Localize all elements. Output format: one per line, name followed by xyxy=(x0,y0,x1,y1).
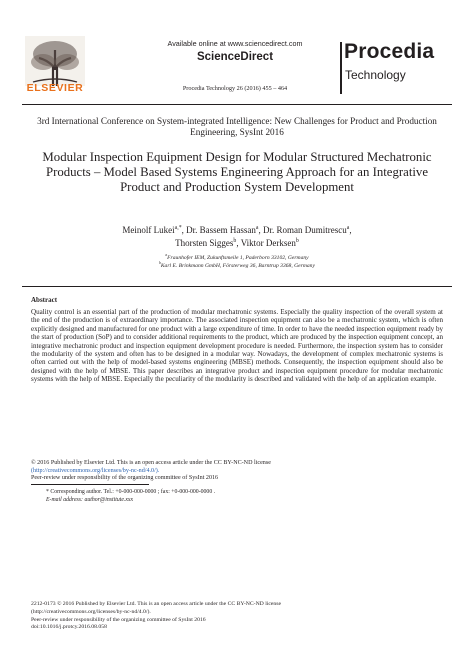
abstract-body: Quality control is an essential part of the production of modular mechatronic systems. Especially the quality inspection of the overall system at the end of the production is of extraordinary importance. The associated inspection equipment can also be a mechatronic system, which is often explicitly designed and manufactured for one product with a large expenditure of time. In order to have the needed inspection equipment ready by the start of production (SoP) and to consider additional requirements to the product, which are produced by the inspection equipment concept, an integrative mechatronic product and inspection equipment development procedure is needed. Furthermore, the inspection system has to consider the modularity of the system and often has to be designed in a modular way. Nowadays, the development of complex mechatronic systems is often carried out with the help of model-based systems engineering (MBSE) methods. Consequently, the inspection equipment should also be designed with the help of MBSE. This paper describes an integrative product and inspection equipment procedure for modular mechatronic systems with the help of MBSE. Especially the peculiarity of the modularity is described and validated with the help of an application example. xyxy=(31,308,443,384)
author-affiliation-mark: a,* xyxy=(174,225,182,231)
author-separator: , xyxy=(236,238,241,248)
license-link[interactable]: (http://creativecommons.org/licenses/by-nc-nd/4.0/). xyxy=(31,467,160,474)
abstract-top-rule xyxy=(22,286,452,287)
bottom-peer-review: Peer-review under responsibility of the organizing committee of SysInt 2016 xyxy=(31,616,206,623)
author-name: Dr. Roman Dumitrescu xyxy=(262,225,347,235)
abstract-heading: Abstract xyxy=(31,296,58,304)
header-rule xyxy=(22,104,452,105)
author-affiliation-mark: a xyxy=(346,225,350,231)
affiliation-mark: a xyxy=(165,253,168,258)
available-online-text: Available online at www.sciencedirect.com xyxy=(167,39,303,48)
publisher-name: ELSEVIER xyxy=(26,82,84,94)
procedia-subtitle: Technology xyxy=(345,68,406,82)
author-separator: , xyxy=(349,225,352,235)
author-affiliation-mark: a xyxy=(255,225,259,231)
footnote xyxy=(46,488,426,505)
author xyxy=(186,225,263,235)
sciencedirect-logo: ScienceDirect xyxy=(196,51,274,63)
affiliation-text: Karl E. Brinkmann GmbH, Försterweg 36, Barntrup 3368, Germany xyxy=(160,263,315,269)
author-name: Viktor Derksen xyxy=(240,238,296,248)
affiliation xyxy=(60,262,414,270)
affiliation xyxy=(60,254,414,262)
author-separator: , xyxy=(258,225,263,235)
author-separator: , xyxy=(181,225,187,235)
procedia-logo: Procedia xyxy=(344,40,435,63)
paper-title: Modular Inspection Equipment Design for Modular Structured Mechatronic Products – Model Based Systems Engineering Approach for an Integrative Product and Production System Development xyxy=(42,150,432,194)
author-list xyxy=(60,224,414,250)
author xyxy=(263,225,352,235)
footnote-rule xyxy=(31,484,149,485)
author xyxy=(175,238,241,248)
author xyxy=(122,225,186,235)
conference-name: 3rd International Conference on System-integrated Intelligence: New Challenges for Product and Production Engineering, SysInt 2016 xyxy=(37,116,437,137)
corresponding-author: * Corresponding author. Tel.: +0-000-000-0000 ; fax: +0-000-000-0000 . xyxy=(46,489,216,495)
author-name: Thorsten Sigges xyxy=(175,238,234,248)
bottom-license-link[interactable]: (http://creativecommons.org/licenses/by-nc-nd/4.0/). xyxy=(31,608,151,615)
issn-line: 2212-0173 © 2016 Published by Elsevier Ltd. This is an open access article under the CC BY-NC-ND license xyxy=(31,601,281,607)
affiliation-mark: b xyxy=(159,261,161,266)
journal-reference: Procedia Technology 26 (2016) 455 – 464 xyxy=(182,85,288,92)
copyright-line: © 2016 Published by Elsevier Ltd. This is an open access article under the CC BY-NC-ND license xyxy=(31,460,271,466)
affiliation-list xyxy=(60,254,414,270)
peer-review-line: Peer-review under responsibility of the organizing committee of SysInt 2016 xyxy=(31,475,219,482)
license-block xyxy=(31,460,443,483)
email-label: E-mail address: xyxy=(46,497,83,504)
affiliation-text: Fraunhofer IEM, Zukunftsmeile 1, Paderborn 33102, Germany xyxy=(167,255,309,261)
email-address[interactable]: author@institute.xxx xyxy=(84,497,134,504)
author-affiliation-mark: b xyxy=(233,238,237,244)
bottom-meta xyxy=(31,601,443,632)
author xyxy=(241,238,299,248)
doi-line[interactable]: doi:10.1016/j.protcy.2016.08.058 xyxy=(31,624,107,631)
author-name: Meinolf Lukei xyxy=(122,225,175,235)
author-name: Dr. Bassem Hassan xyxy=(186,225,256,235)
author-affiliation-mark: b xyxy=(295,238,299,244)
email-line xyxy=(46,496,426,504)
